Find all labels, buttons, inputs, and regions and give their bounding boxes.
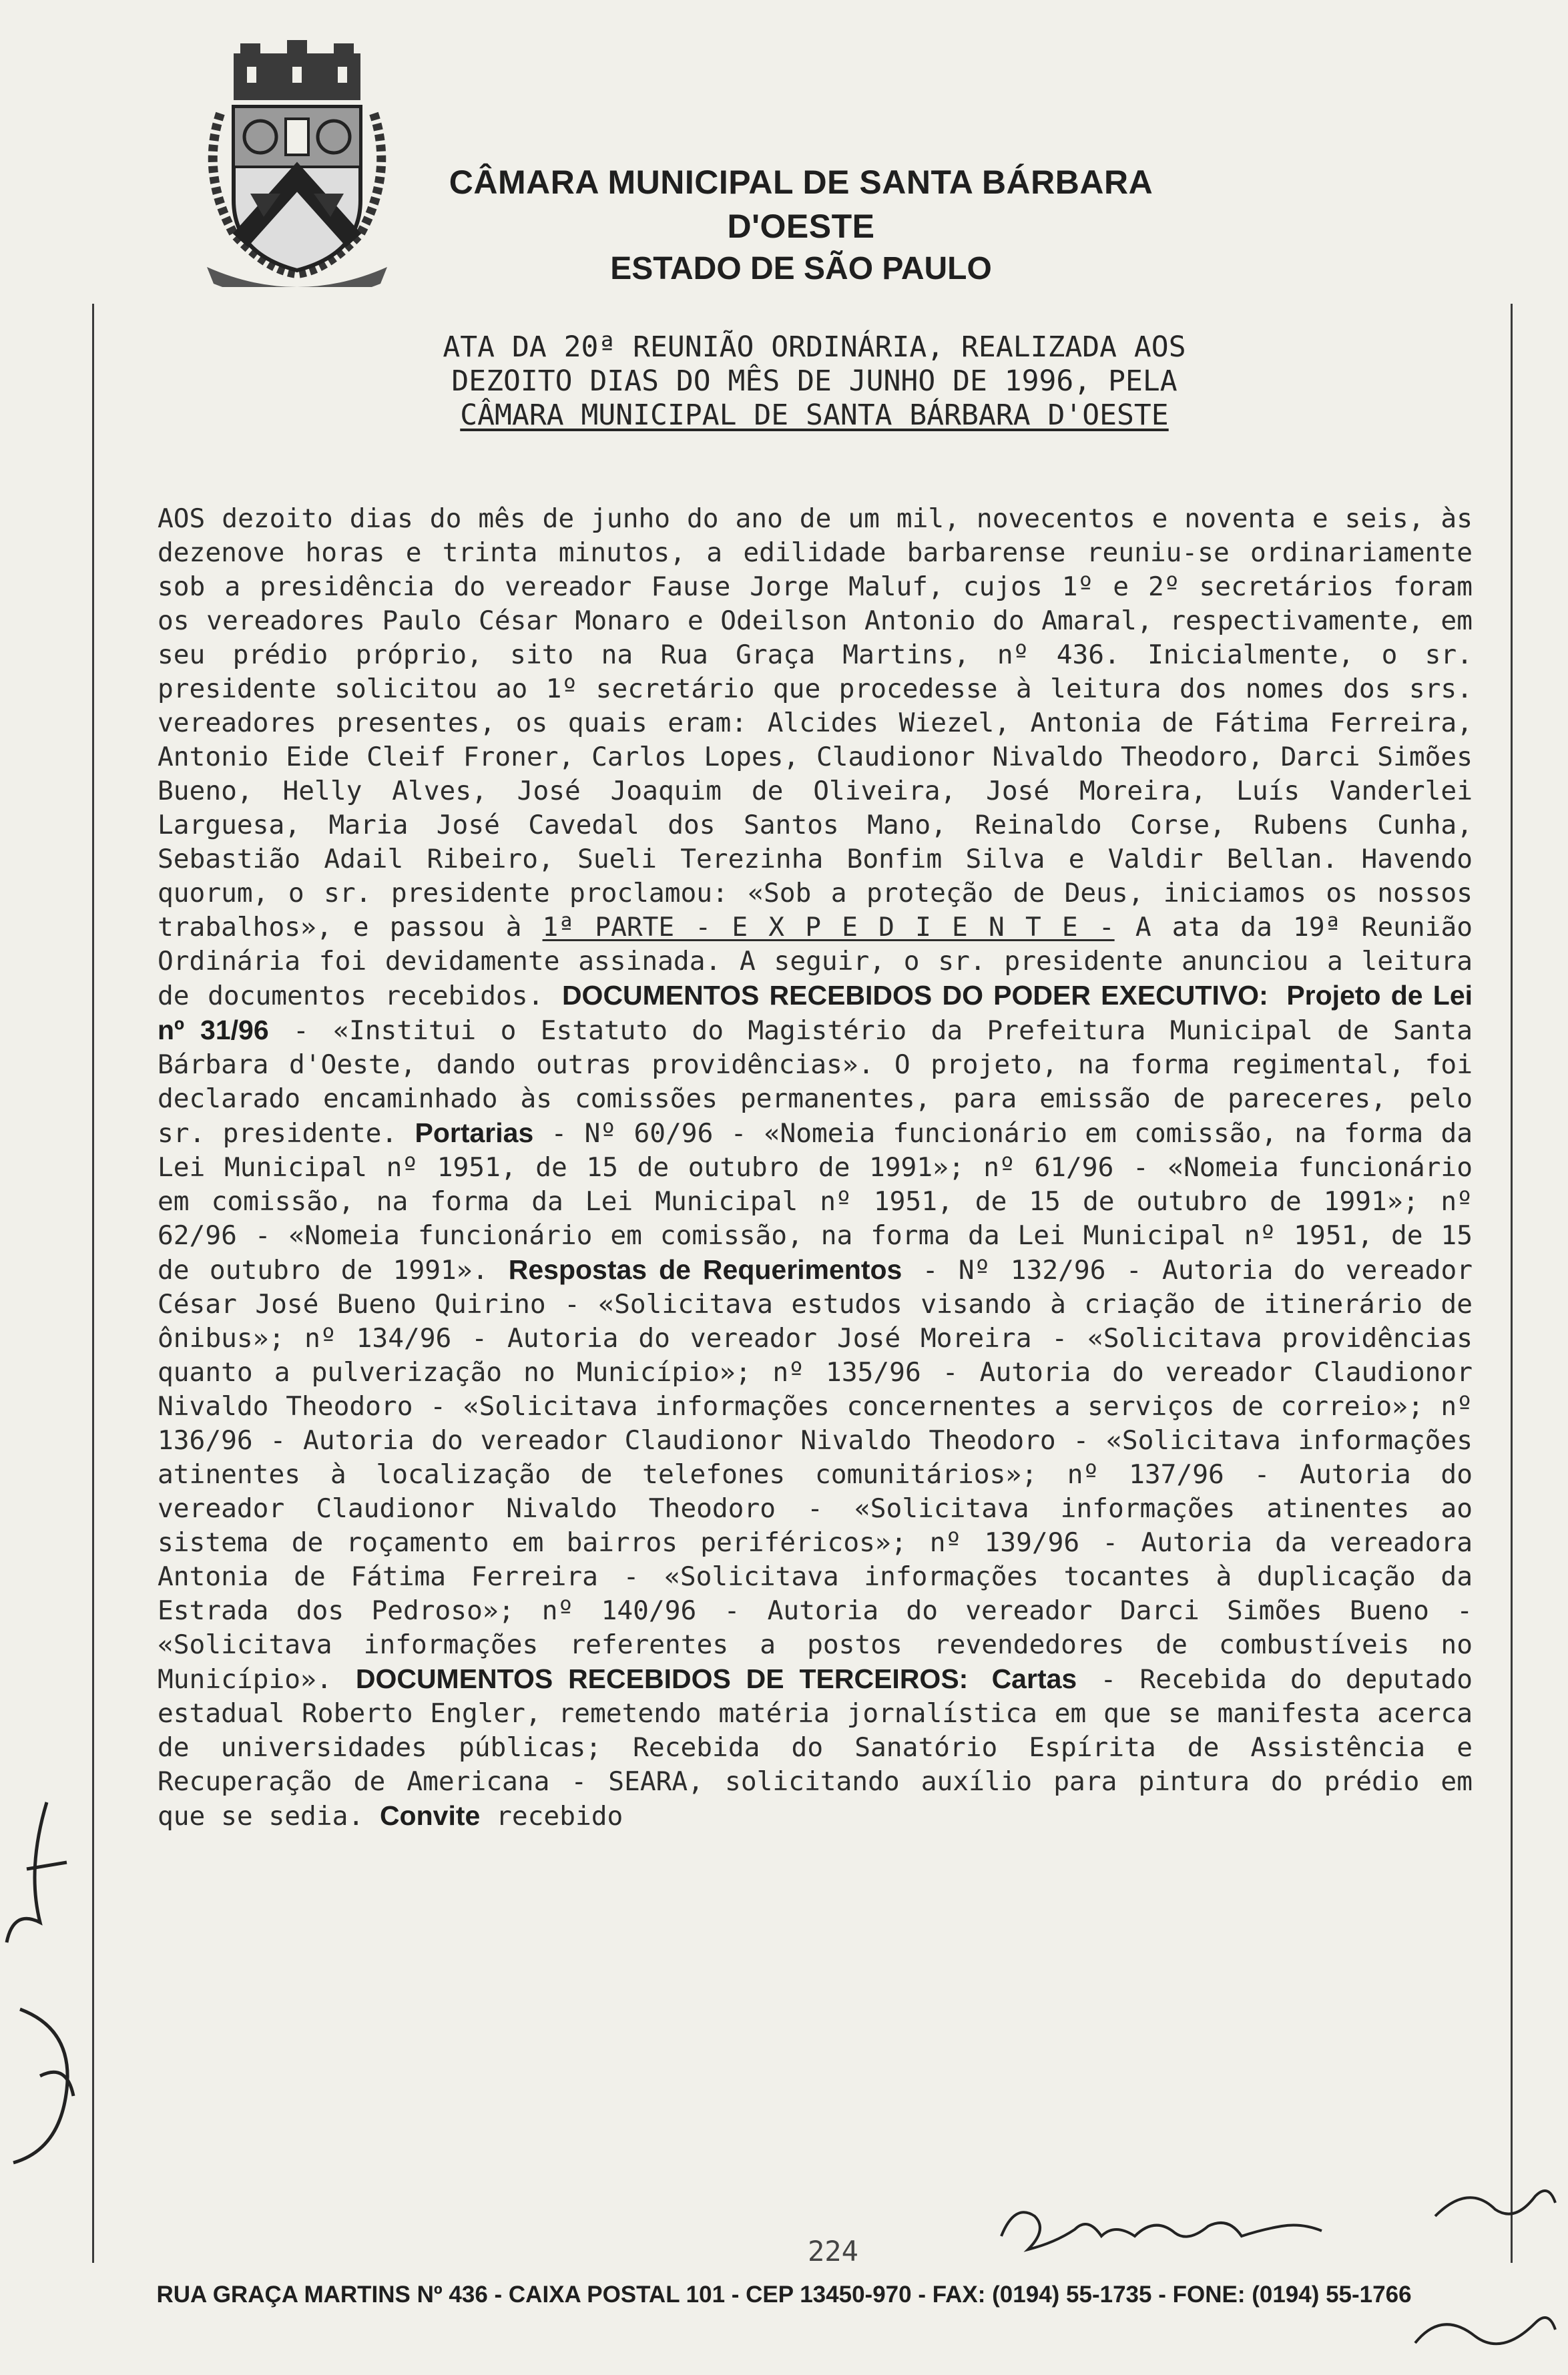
body-convite-text: recebido: [496, 1801, 623, 1832]
body-cartas-text: - Recebida do deputado estadual Roberto Engler, remetendo matéria jornalística em que se manifesta acerca de universidades públicas; Recebida do Sanatório Espírita de Assistência e Recuperação de Americana - SEARA, solicitando auxílio para pintura do prédio em que se sedia.: [158, 1664, 1473, 1832]
title-line-3: CÂMARA MUNICIPAL DE SANTA BÁRBARA D'OESTE: [460, 399, 1169, 432]
letterhead-footer: RUA GRAÇA MARTINS Nº 436 - CAIXA POSTAL 101 - CEP 13450-970 - FAX: (0194) 55-1735 - FONE: (0194) 55-1766: [156, 2282, 1412, 2308]
heading-convite: Convite: [379, 1800, 481, 1831]
body-projeto-text: - «Institui o Estatuto do Magistério da Prefeitura Municipal de Santa Bárbara d'Oeste, dando outras providências». O projeto, na forma regimental, foi declarado encaminhado às comissões permanentes, para emissão de pareceres, pelo sr. presidente.: [158, 1015, 1473, 1149]
municipal-crest-icon: [194, 40, 401, 287]
signature-bottom-icon: [988, 2189, 1362, 2270]
letterhead-subtitle: ESTADO DE SÃO PAULO: [610, 251, 992, 286]
heading-projeto-lei: Projeto de Lei nº 31/96: [158, 980, 1473, 1045]
signature-margin-icon: [0, 1789, 87, 2189]
page-number: 224: [808, 2235, 858, 2268]
body-portarias-text: - Nº 60/96 - «Nomeia funcionário em comissão, na forma da Lei Municipal nº 1951, de 15 de outubro de 1991»; nº 61/96 - «Nomeia funcionário em comissão, na forma da Lei Municipal nº 1951, de 15 de outubro de 1991»; nº 62/96 - «Nomeia funcionário em comissão, na forma da Lei Municipal nº 1951, de 15 de outubro de 1991».: [158, 1118, 1473, 1286]
title-line-1: ATA DA 20ª REUNIÃO ORDINÁRIA, REALIZADA AOS: [443, 330, 1186, 364]
heading-respostas: Respostas de Requerimentos: [508, 1254, 902, 1285]
signature-right-icon: [1428, 2169, 1562, 2243]
title-line-2: DEZOITO DIAS DO MÊS DE JUNHO DE 1996, PELA: [451, 364, 1178, 398]
letterhead-title: CÂMARA MUNICIPAL DE SANTA BÁRBARA D'OESTE: [449, 164, 1153, 245]
body-opening-paragraph: AOS dezoito dias do mês de junho do ano de um mil, novecentos e noventa e seis, às dezenove horas e trinta minutos, a edilidade barbarense reuniu-se ordinariamente sob a presidência do vereador Fause Jorge Maluf, cujos 1º e 2º secretários foram os vereadores Paulo César Monaro e Odeilson Antonio do Amaral, respectivamente, em seu prédio próprio, sito na Rua Graça Martins, nº 436. Inicialmente, o sr. presidente solicitou ao 1º secretário que procedesse à leitura dos nomes dos srs. vereadores presentes, os quais eram: Alcides Wiezel, Antonia de Fátima Ferreira, Antonio Eide Cleif Froner, Carlos Lopes, Claudionor Nivaldo Theodoro, Darci Simões Bueno, Helly Alves, José Joaquim de Oliveira, José Moreira, Luís Vanderlei Larguesa, Maria José Cavedal dos Santos Mano, Reinaldo Corse, Rubens Cunha, Sebastião Adail Ribeiro, Sueli Terezinha Bonfim Silva e Valdir Bellan. Havendo quorum, o sr. presidente proclamou: «Sob a proteção de Deus, iniciamos os nossos trabalhos», e passou à: [158, 503, 1473, 943]
body-respostas-text: - Nº 132/96 - Autoria do vereador César José Bueno Quirino - «Solicitava estudos visando à criação de itinerário de ônibus»; nº 134/96 - Autoria do vereador José Moreira - «Solicitava providências quanto a pulverização no Município»; nº 135/96 - Autoria do vereador Claudionor Nivaldo Theodoro - «Solicitava informações concernentes a serviços de correio»; nº 136/96 - Autoria do vereador Claudionor Nivaldo Theodoro - «Solicitava informações atinentes à localização de telefones comunitários»; nº 137/96 - Autoria do vereador Claudionor Nivaldo Theodoro - «Solicitava informações atinentes ao sistema de roçamento em bairros periféricos»; nº 139/96 - Autoria da vereadora Antonia de Fátima Ferreira - «Solicitava informações tocantes à duplicação da Estrada dos Pedroso»; nº 140/96 - Autoria do vereador Darci Simões Bueno - «Solicitava informações referentes a postos revendedores de combustíveis no Município».: [158, 1255, 1473, 1695]
minutes-body: [158, 502, 1473, 1834]
heading-terceiros: DOCUMENTOS RECEBIDOS DE TERCEIROS:: [355, 1663, 969, 1694]
heading-cartas: Cartas: [991, 1663, 1077, 1694]
document-title: [374, 330, 1255, 433]
heading-executivo: DOCUMENTOS RECEBIDOS DO PODER EXECUTIVO:: [561, 980, 1268, 1011]
left-border-line: [92, 304, 94, 2263]
body-ata-paragraph: A ata da 19ª Reunião Ordinária foi devidamente assinada. A seguir, o sr. presidente anunciou a leitura de documentos recebidos.: [158, 912, 1473, 1011]
right-border-line: [1511, 304, 1513, 2263]
letterhead: [401, 160, 1202, 290]
expediente-heading: 1ª PARTE - E X P E D I E N T E -: [542, 912, 1115, 943]
heading-portarias: Portarias: [415, 1117, 534, 1148]
